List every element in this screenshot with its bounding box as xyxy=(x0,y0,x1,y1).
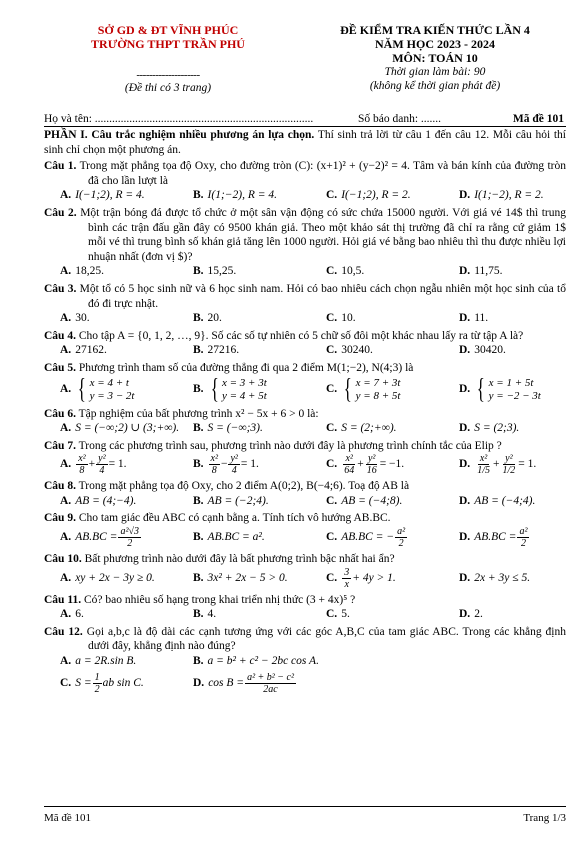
page-number: Trang 1/3 xyxy=(523,812,566,824)
question-number: Câu 11. xyxy=(44,593,82,606)
header-right xyxy=(310,23,560,93)
question-number: Câu 5. xyxy=(44,361,76,374)
option-a[interactable]: A. 30. xyxy=(60,312,90,325)
question-11 xyxy=(44,593,566,622)
question-5 xyxy=(44,361,566,404)
option-c[interactable]: C. 30240. xyxy=(326,344,373,357)
question-text: Cho tập A = {0, 1, 2, …, 9}. Số các số tự nhiên có 5 chữ số đôi một khác nhau lấy ra từ tập A là? xyxy=(78,329,524,342)
question-12 xyxy=(44,625,566,695)
school-year: NĂM HỌC 2023 - 2024 xyxy=(375,37,495,51)
option-c[interactable]: C. $\frac{3}{x}$ + 4y > 1. xyxy=(326,566,396,590)
option-d[interactable]: D. { x = 1 + 5t y = −2 − 3t xyxy=(459,373,541,405)
option-b[interactable]: B. 4. xyxy=(193,608,217,621)
option-a[interactable]: A. $\frac{\text{x²}}{8}$ + $\frac{\text{y²}}{4}$ = 1. xyxy=(60,453,127,477)
department-name: SỞ GD & ĐT VĨNH PHÚC xyxy=(97,23,239,37)
header-divider xyxy=(44,126,566,127)
option-c[interactable]: C. I(−1;2), R = 2. xyxy=(326,189,411,202)
option-a[interactable]: A. 27162. xyxy=(60,344,107,357)
exam-time-note: (không kể thời gian phát đề) xyxy=(369,80,501,92)
option-d[interactable]: D. 2x + 3y ≤ 5. xyxy=(459,571,531,584)
question-number: Câu 2. xyxy=(44,206,77,219)
question-number: Câu 7. xyxy=(44,439,76,452)
option-b[interactable]: B. a = b² + c² − 2bc cos A. xyxy=(193,655,319,668)
option-b[interactable]: B. $\frac{\text{x²}}{8}$ − $\frac{\text{y²}}{4}$ = 1. xyxy=(193,453,259,477)
question-text: Trong mặt phẳng tọa độ Oxy, cho 2 điểm A(0;2), B(−4;6). Toạ độ AB là xyxy=(78,480,410,493)
question-7 xyxy=(44,439,566,477)
question-3 xyxy=(44,282,566,326)
question-number: Câu 1. xyxy=(44,160,77,173)
question-number: Câu 8. xyxy=(44,480,76,493)
option-d[interactable]: D. AB.BC = $\frac{\text{a²}}{2}$ xyxy=(459,526,528,550)
footer-exam-code: Mã đề 101 xyxy=(44,812,92,824)
option-a[interactable]: A. AB.BC = $\frac{\text{a²√3}}{2}$ xyxy=(60,526,139,550)
option-d[interactable]: D. 2. xyxy=(459,608,483,621)
exam-time: Thời gian làm bài: 90 xyxy=(384,66,486,78)
exam-code: Mã đề 101 xyxy=(512,113,564,125)
student-id-label: Số báo danh: ....... xyxy=(358,113,442,125)
footer-divider xyxy=(44,806,566,807)
option-d[interactable]: D. 11. xyxy=(459,312,489,325)
question-number: Câu 10. xyxy=(44,553,82,566)
option-c[interactable]: C. S = $\frac{1}{2}$ ab sin C. xyxy=(60,671,144,695)
option-a[interactable]: A. 6. xyxy=(60,608,84,621)
option-b[interactable]: B. 20. xyxy=(193,312,222,325)
question-text: Bất phương trình nào dưới đây là bất phương trình bậc nhất hai ẩn? xyxy=(84,553,395,566)
option-c[interactable]: C. AB = (−4;8). xyxy=(326,494,403,507)
question-8 xyxy=(44,479,566,508)
option-b[interactable]: B. 3x² + 2x − 5 > 0. xyxy=(193,571,288,584)
option-c[interactable]: C. AB.BC = − $\frac{\text{a²}}{2}$ xyxy=(326,526,406,550)
option-b[interactable]: B. AB.BC = a². xyxy=(193,531,265,544)
question-10 xyxy=(44,552,566,590)
option-a[interactable]: A. 18,25. xyxy=(60,265,104,278)
option-d[interactable]: D. 30420. xyxy=(459,344,506,357)
question-text: Một tổ có 5 học sinh nữ và 6 học sinh nam. Hỏi có bao nhiêu cách chọn ngẫu nhiên một học sinh của tổ đó đi trực nhật. xyxy=(79,282,566,310)
option-c[interactable]: C. 10,5. xyxy=(326,265,365,278)
question-text: Gọi a,b,c là độ dài các cạnh tương ứng với các góc A,B,C của tam giác ABC. Trong các khẳng định dưới đây, khẳng định nào đúng? xyxy=(86,625,566,653)
option-a[interactable]: A. S = (−∞;2) ∪ (3;+∞). xyxy=(60,422,180,435)
option-a[interactable]: A. I(−1;2), R = 4. xyxy=(60,189,145,202)
question-text: Trong mặt phẳng tọa độ Oxy, cho đường tròn (C): (x+1)² + (y−2)² = 4. Tâm và bán kính của đường tròn đã cho lần lượt là xyxy=(79,160,567,187)
part-title: PHẦN I. Câu trắc nghiệm nhiều phương án lựa chọn. xyxy=(44,129,315,141)
option-a[interactable]: A. { x = 4 + t y = 3 − 2t xyxy=(60,373,135,405)
pages-note: (Đề thi có 3 trang) xyxy=(124,82,212,94)
option-b[interactable]: B. 15,25. xyxy=(193,265,237,278)
part-heading xyxy=(44,128,566,157)
header-left xyxy=(54,23,282,95)
question-6 xyxy=(44,407,566,436)
option-c[interactable]: C. { x = 7 + 3t y = 8 + 5t xyxy=(326,373,401,405)
option-b[interactable]: B. { x = 3 + 3t y = 4 + 5t xyxy=(193,373,267,405)
question-number: Câu 3. xyxy=(44,282,77,295)
question-number: Câu 6. xyxy=(44,407,76,420)
question-1 xyxy=(44,159,566,203)
question-text: Phương trình tham số của đường thẳng đi qua 2 điểm M(1;−2), N(4;3) là xyxy=(78,361,414,374)
subject: MÔN: TOÁN 10 xyxy=(392,51,478,65)
option-b[interactable]: B. S = (−∞;3). xyxy=(193,422,263,435)
part-instruction: Thí sinh trả lời từ câu 1 đến câu 12. Mỗi câu hỏi thí sinh chỉ chọn một phương án. xyxy=(44,129,567,156)
option-d[interactable]: D. AB = (−4;4). xyxy=(459,494,536,507)
option-c[interactable]: C. 5. xyxy=(326,608,350,621)
option-d[interactable]: D. S = (2;3). xyxy=(459,422,520,435)
question-text: Trong các phương trình sau, phương trình nào dưới đây là phương trình chính tắc của Elip ? xyxy=(78,439,502,452)
questions-section xyxy=(44,128,566,698)
option-c[interactable]: C. 10. xyxy=(326,312,356,325)
option-b[interactable]: B. AB = (−2;4). xyxy=(193,494,269,507)
question-9 xyxy=(44,511,566,549)
option-d[interactable]: D. I(1;−2), R = 2. xyxy=(459,189,544,202)
option-c[interactable]: C. $\frac{\text{x²}}{64}$ + $\frac{\text{y²}}{16}$ = −1. xyxy=(326,453,405,477)
question-text: Một trận bóng đá được tổ chức ở một sân vận động có sức chứa 15000 người. Với giá vé 14$ thì trung bình các trận đấu gần đây có 9500 khán giả. Theo một khảo sát thị trường đã chỉ ra rằng cứ giảm 1$ mỗi vé thì trung bình số khán giả tăng lên 1000 người. Hỏi giá vé bằng bao nhiêu thì thu được nhiều lợi nhuận nhất (đơn vị $)? xyxy=(80,206,566,263)
question-text: Có? bao nhiêu số hạng trong khai triển nhị thức (3 + 4x)⁵ ? xyxy=(83,593,356,606)
option-a[interactable]: A. AB = (4;−4). xyxy=(60,494,137,507)
student-name-label: Họ và tên: ............................................................................ xyxy=(44,113,314,125)
school-name: TRƯỜNG THPT TRẦN PHÚ xyxy=(91,37,245,51)
question-text: Tập nghiệm của bất phương trình x² − 5x + 6 > 0 là: xyxy=(78,407,319,420)
option-a[interactable]: A. xy + 2x − 3y ≥ 0. xyxy=(60,571,155,584)
option-a[interactable]: A. a = 2R.sin B. xyxy=(60,655,137,668)
option-b[interactable]: B. I(1;−2), R = 4. xyxy=(193,189,278,202)
question-number: Câu 4. xyxy=(44,329,76,342)
question-number: Câu 12. xyxy=(44,625,83,638)
exam-title: ĐỀ KIỂM TRA KIẾN THỨC LẦN 4 xyxy=(340,23,530,37)
option-d[interactable]: D. 11,75. xyxy=(459,265,503,278)
question-text: Cho tam giác đều ABC có cạnh bằng a. Tính tích vô hướng AB.BC. xyxy=(78,512,391,525)
question-number: Câu 9. xyxy=(44,512,76,525)
option-b[interactable]: B. 27216. xyxy=(193,344,240,357)
header-dashes: -------------------- xyxy=(136,69,200,81)
question-4 xyxy=(44,329,566,358)
option-d[interactable]: D. cos B = $\frac{\text{a² + b² − c²}}{2ac}$ xyxy=(193,671,294,695)
option-c[interactable]: C. S = (2;+∞). xyxy=(326,422,397,435)
question-2 xyxy=(44,206,566,279)
option-d[interactable]: D. $\frac{\text{x²}}{1/5}$ + $\frac{\text{y²}}{1/2}$ = 1. xyxy=(459,453,537,477)
